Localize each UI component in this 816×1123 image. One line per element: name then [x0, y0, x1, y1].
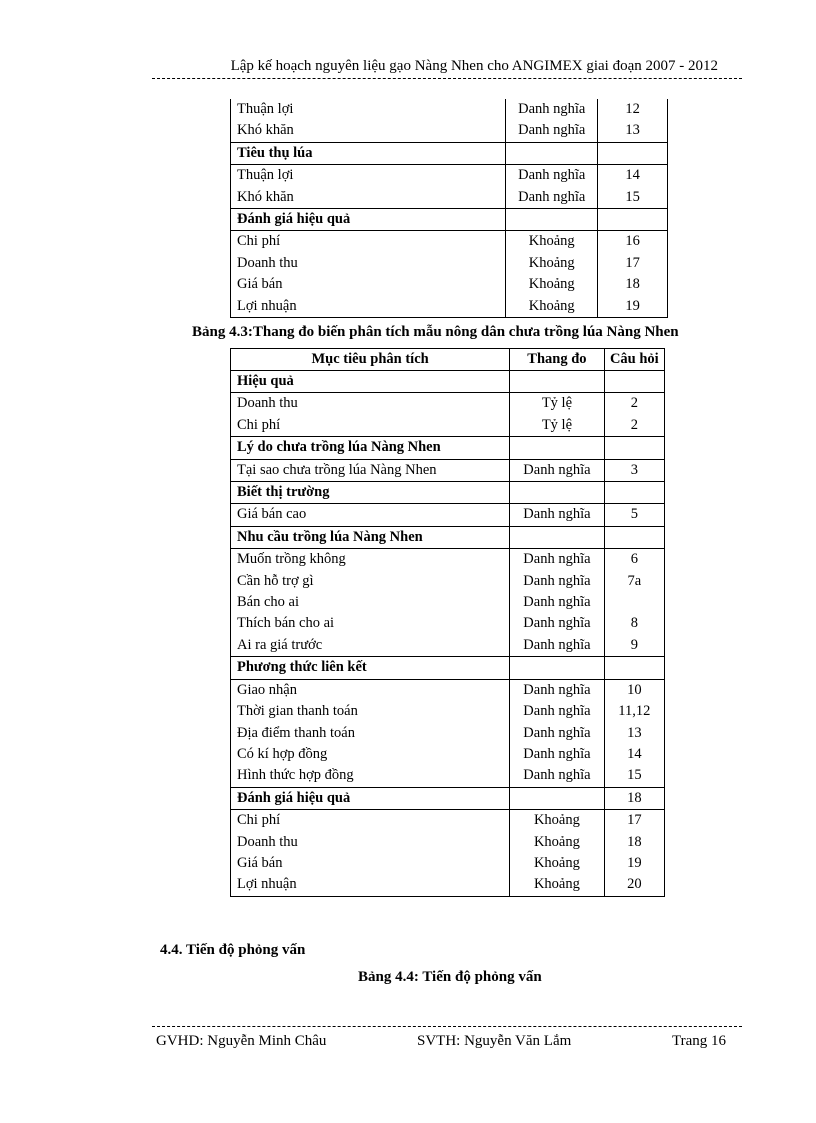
cell-scale: [510, 657, 604, 679]
cell-scale: Khoảng: [506, 274, 598, 295]
cell-objective: Nhu cầu trồng lúa Nàng Nhen: [231, 526, 510, 548]
cell-question: 9: [604, 635, 664, 657]
cell-scale: Danh nghĩa: [510, 613, 604, 634]
section-row: [231, 437, 665, 459]
cell-scale: [506, 142, 598, 164]
cell-objective: Chi phí: [231, 415, 510, 437]
table-row: [231, 810, 665, 832]
cell-objective: Khó khăn: [231, 187, 506, 209]
cell-question: [598, 142, 668, 164]
cell-scale: [510, 437, 604, 459]
cell-objective: Giá bán cao: [231, 504, 510, 526]
cell-objective: Biết thị trường: [231, 482, 510, 504]
table-4-4-caption: Bảng 4.4: Tiến độ phỏng vấn: [358, 969, 542, 985]
cell-question: [604, 437, 664, 459]
table-row: [231, 853, 665, 874]
cell-objective: Hiệu quả: [231, 371, 510, 393]
cell-scale: Tỷ lệ: [510, 415, 604, 437]
section-row: [231, 657, 665, 679]
cell-scale: [510, 787, 604, 809]
cell-objective: Giá bán: [231, 853, 510, 874]
cell-question: 10: [604, 679, 664, 701]
cell-objective: Có kí hợp đồng: [231, 744, 510, 765]
cell-question: [604, 526, 664, 548]
cell-scale: Khoảng: [510, 810, 604, 832]
cell-scale: Danh nghĩa: [506, 120, 598, 142]
table-row: [231, 679, 665, 701]
section-4-4-heading: 4.4. Tiến độ phỏng vấn: [160, 942, 306, 958]
cell-question: 2: [604, 415, 664, 437]
table-row: [231, 765, 665, 787]
table-row: [231, 504, 665, 526]
cell-question: 15: [604, 765, 664, 787]
cell-scale: [510, 482, 604, 504]
cell-scale: Danh nghĩa: [510, 679, 604, 701]
cell-objective: Địa điểm thanh toán: [231, 723, 510, 744]
cell-question: 17: [598, 253, 668, 274]
cell-scale: Danh nghĩa: [506, 187, 598, 209]
cell-objective: Thời gian thanh toán: [231, 701, 510, 722]
cell-scale: Danh nghĩa: [510, 571, 604, 592]
cell-objective: Tại sao chưa trồng lúa Nàng Nhen: [231, 459, 510, 481]
cell-question: 12: [598, 99, 668, 120]
cell-objective: Phương thức liên kết: [231, 657, 510, 679]
cell-question: 11,12: [604, 701, 664, 722]
cell-scale: Danh nghĩa: [510, 635, 604, 657]
cell-scale: Danh nghĩa: [510, 592, 604, 613]
cell-scale: [510, 371, 604, 393]
cell-scale: Danh nghĩa: [506, 165, 598, 187]
table-4-3-caption: Bảng 4.3:Thang đo biến phân tích mẫu nông dân chưa trồng lúa Nàng Nhen: [192, 324, 679, 340]
cell-question: 8: [604, 613, 664, 634]
cell-question: 5: [604, 504, 664, 526]
table-row: [231, 393, 665, 415]
cell-objective: Đánh giá hiệu quả: [231, 787, 510, 809]
table-row: [231, 832, 665, 853]
cell-objective: Bán cho ai: [231, 592, 510, 613]
table-row: [231, 231, 668, 253]
cell-objective: Chi phí: [231, 231, 506, 253]
table-row: [231, 549, 665, 571]
footer-advisor: GVHD: Nguyễn Minh Châu: [156, 1033, 327, 1049]
cell-objective: Cần hỗ trợ gì: [231, 571, 510, 592]
section-row: [231, 482, 665, 504]
table-row: [231, 415, 665, 437]
table-row: [231, 274, 668, 295]
cell-question: 13: [604, 723, 664, 744]
cell-objective: Tiêu thụ lúa: [231, 142, 506, 164]
header-scale: Thang đo: [510, 349, 604, 371]
cell-question: 13: [598, 120, 668, 142]
cell-scale: Khoảng: [506, 296, 598, 318]
cell-scale: [510, 526, 604, 548]
cell-scale: [506, 209, 598, 231]
cell-objective: Ai ra giá trước: [231, 635, 510, 657]
cell-objective: Muốn trồng không: [231, 549, 510, 571]
section-row: [231, 787, 665, 809]
cell-objective: Thuận lợi: [231, 99, 506, 120]
table-4-3: [230, 348, 665, 897]
cell-question: 15: [598, 187, 668, 209]
cell-question: [604, 657, 664, 679]
cell-question: 17: [604, 810, 664, 832]
table-4-3-body: [231, 371, 665, 897]
cell-scale: Danh nghĩa: [510, 744, 604, 765]
cell-question: 16: [598, 231, 668, 253]
section-row: [231, 209, 668, 231]
header-objective: Mục tiêu phân tích: [231, 349, 510, 371]
cell-question: 14: [598, 165, 668, 187]
cell-question: 14: [604, 744, 664, 765]
cell-objective: Khó khăn: [231, 120, 506, 142]
cell-scale: Tỷ lệ: [510, 393, 604, 415]
cell-question: 3: [604, 459, 664, 481]
cell-question: 19: [604, 853, 664, 874]
cell-objective: Lợi nhuận: [231, 874, 510, 896]
cell-scale: Danh nghĩa: [510, 549, 604, 571]
cell-scale: Danh nghĩa: [510, 459, 604, 481]
table-row: [231, 613, 665, 634]
section-row: [231, 371, 665, 393]
cell-question: 19: [598, 296, 668, 318]
table-row: [231, 571, 665, 592]
cell-objective: Hình thức hợp đồng: [231, 765, 510, 787]
cell-scale: Khoảng: [510, 853, 604, 874]
cell-objective: Thích bán cho ai: [231, 613, 510, 634]
cell-scale: Khoảng: [506, 231, 598, 253]
cell-question: 6: [604, 549, 664, 571]
cell-scale: Danh nghĩa: [506, 99, 598, 120]
table-row: [231, 723, 665, 744]
table-row: [231, 253, 668, 274]
table-row: [231, 874, 665, 896]
cell-objective: Doanh thu: [231, 253, 506, 274]
cell-question: 20: [604, 874, 664, 896]
cell-scale: Danh nghĩa: [510, 701, 604, 722]
table-row: [231, 165, 668, 187]
section-row: [231, 142, 668, 164]
cell-objective: Doanh thu: [231, 393, 510, 415]
cell-objective: Lý do chưa trồng lúa Nàng Nhen: [231, 437, 510, 459]
cell-scale: Danh nghĩa: [510, 765, 604, 787]
cell-question: 7a: [604, 571, 664, 592]
cell-scale: Khoảng: [510, 874, 604, 896]
cell-objective: Thuận lợi: [231, 165, 506, 187]
table-row: [231, 99, 668, 120]
header-question: Câu hỏi: [604, 349, 664, 371]
table-row: [231, 459, 665, 481]
cell-objective: Giao nhận: [231, 679, 510, 701]
footer-page-number: Trang 16: [672, 1033, 727, 1049]
cell-objective: Đánh giá hiệu quả: [231, 209, 506, 231]
header-divider: [152, 78, 742, 79]
cell-question: 18: [598, 274, 668, 295]
cell-question: [604, 592, 664, 613]
cell-question: 18: [604, 787, 664, 809]
cell-objective: Chi phí: [231, 810, 510, 832]
footer-divider: [152, 1026, 742, 1027]
table-row: [231, 744, 665, 765]
cell-scale: Danh nghĩa: [510, 504, 604, 526]
table-row: [231, 635, 665, 657]
cell-scale: Danh nghĩa: [510, 723, 604, 744]
cell-question: 18: [604, 832, 664, 853]
table-row: [231, 592, 665, 613]
table-row: [231, 701, 665, 722]
section-row: [231, 526, 665, 548]
cell-question: [604, 482, 664, 504]
footer-student: SVTH: Nguyễn Văn Lắm: [417, 1033, 572, 1049]
cell-objective: Doanh thu: [231, 832, 510, 853]
cell-scale: Khoảng: [506, 253, 598, 274]
cell-question: 2: [604, 393, 664, 415]
cell-objective: Lợi nhuận: [231, 296, 506, 318]
running-header: Lập kế hoạch nguyên liệu gạo Nàng Nhen cho ANGIMEX giai đoạn 2007 - 2012: [230, 58, 718, 74]
continued-table: [230, 99, 668, 318]
cell-question: [604, 371, 664, 393]
table-4-3-header-row: [231, 349, 665, 371]
table-row: [231, 187, 668, 209]
table-row: [231, 120, 668, 142]
cell-scale: Khoảng: [510, 832, 604, 853]
continued-table-body: [231, 99, 668, 318]
table-row: [231, 296, 668, 318]
cell-objective: Giá bán: [231, 274, 506, 295]
cell-question: [598, 209, 668, 231]
